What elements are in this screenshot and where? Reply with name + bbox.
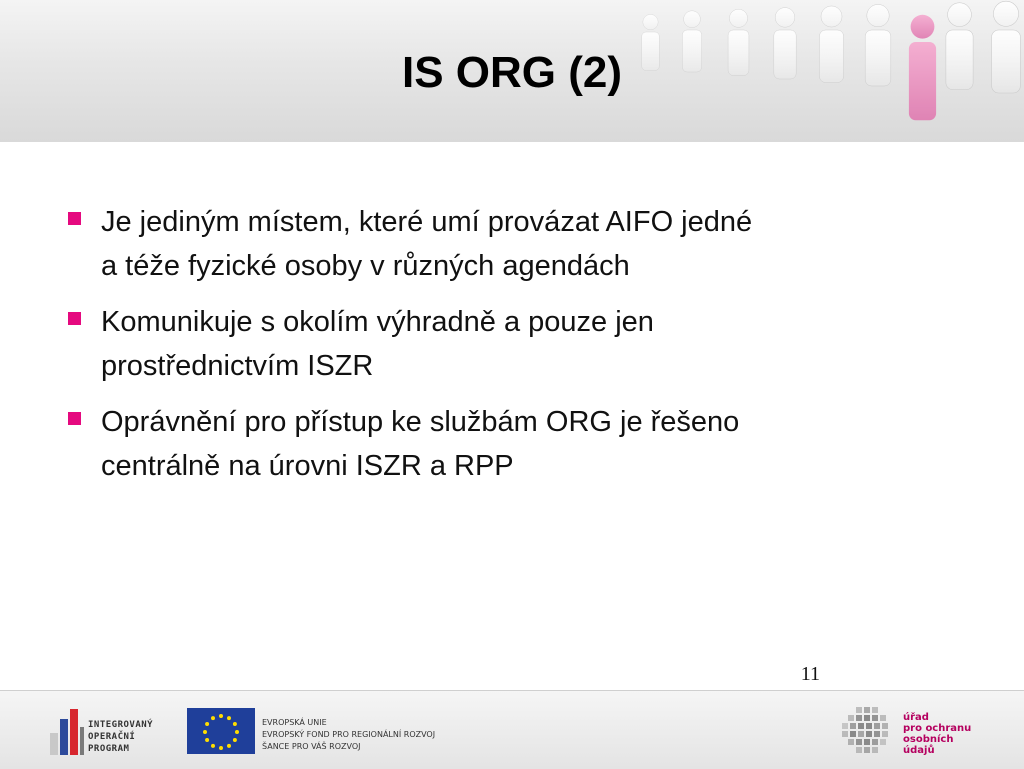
eu-line: EVROPSKÁ UNIE	[262, 718, 327, 727]
bullet-line: prostřednictvím ISZR	[101, 350, 374, 382]
square-bullet-icon	[68, 412, 81, 425]
bullet-line: Oprávnění pro přístup ke službám ORG je řešeno	[101, 406, 740, 438]
bullet-line: Komunikuje s okolím výhradně a pouze jen	[101, 306, 654, 338]
square-bullet-icon	[68, 212, 81, 225]
bullet-line: Je jediným místem, které umí provázat AIFO jedné	[101, 206, 753, 238]
bullet-line: centrálně na úrovni ISZR a RPP	[101, 450, 514, 482]
uoou-pixel-logo-icon	[838, 703, 898, 763]
uoou-line: údajů	[903, 745, 935, 756]
iop-line: INTEGROVANÝ	[88, 720, 154, 730]
bullet-line: a téže fyzické osoby v různých agendách	[101, 250, 630, 282]
bullet-text	[101, 300, 940, 388]
bullet-text	[101, 200, 940, 288]
slide-title: IS ORG (2)	[401, 48, 623, 97]
page-number: 11	[800, 663, 820, 685]
list-item	[60, 300, 940, 388]
slide-footer	[0, 690, 1024, 769]
iop-logo-text	[88, 719, 153, 755]
list-item	[60, 400, 940, 488]
iop-line: PROGRAM	[88, 744, 130, 754]
square-bullet-icon	[68, 312, 81, 325]
uoou-line: osobních	[903, 734, 954, 745]
list-item	[60, 200, 940, 288]
eu-text	[262, 717, 435, 753]
uoou-text	[903, 712, 971, 756]
uoou-line: pro ochranu	[903, 723, 972, 734]
eu-line: ŠANCE PRO VÁŠ ROZVOJ	[262, 742, 361, 751]
slide-header	[0, 0, 1024, 142]
bullet-list	[60, 200, 940, 500]
uoou-line: úřad	[903, 712, 929, 723]
iop-line: OPERAČNÍ	[88, 732, 136, 742]
bullet-text	[101, 400, 940, 488]
eu-flag-icon	[187, 708, 255, 754]
eu-line: EVROPSKÝ FOND PRO REGIONÁLNÍ ROZVOJ	[262, 730, 436, 739]
